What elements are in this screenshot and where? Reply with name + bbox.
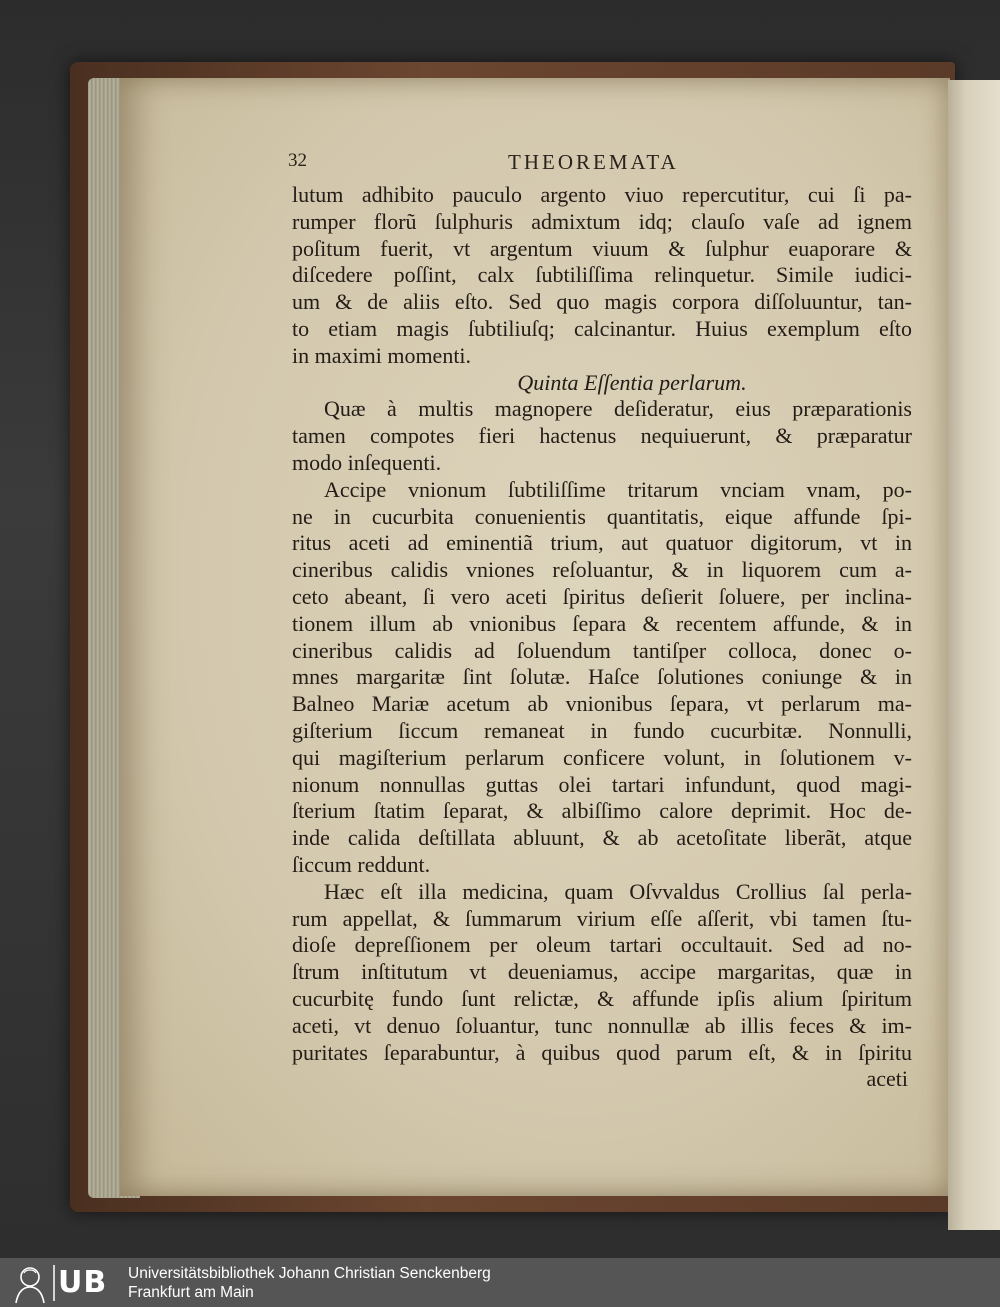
text-line: mnes margaritæ ſint ſolutæ. Haſce ſolutiones coniunge & in	[292, 664, 912, 690]
library-name	[128, 1264, 491, 1302]
library-logo[interactable]	[4, 1261, 122, 1305]
text-line: cineribus calidis vniones reſoluantur, & in liquorem cum a-	[292, 557, 912, 583]
text-line: tamen compotes fieri hactenus nequiuerunt, & præparatur	[292, 423, 912, 449]
text-line: modo inſequenti.	[292, 449, 442, 475]
text-line: rum appellat, & ſummarum virium eſſe aſſerit, vbi tamen ſtu-	[292, 905, 912, 931]
text-line: dioſe depreſſionem per oleum tartari occultauit. Sed ad no-	[292, 932, 912, 958]
text-line: ſterium ſtatim ſeparat, & albiſſimo calore deprimit. Hoc de-	[292, 798, 912, 824]
text-line: Accipe vnionum ſubtiliſſime tritarum vnciam vnam, po-	[324, 476, 912, 502]
text-line: puritates ſeparabuntur, à quibus quod parum eſt, & in ſpiritu	[292, 1039, 912, 1065]
catchword: aceti	[866, 1066, 908, 1092]
library-name-line2: Frankfurt am Main	[128, 1283, 254, 1301]
text-line: giſterium ſiccum remaneat in fundo cucurbitæ. Nonnulli,	[292, 717, 912, 743]
text-line: um & de aliis eſto. Sed quo magis corpora diſſoluuntur, tan-	[292, 289, 912, 315]
logo-text: UB	[58, 1265, 108, 1300]
library-name-line1: Universitätsbibliothek Johann Christian Senckenberg	[128, 1264, 491, 1282]
text-line: aceti, vt denuo ſoluantur, tunc nonnullæ ab illis feces & im-	[292, 1012, 912, 1038]
page-number: 32	[288, 150, 307, 171]
text-line: Balneo Mariæ acetum ab vnionibus ſepara, vt perlarum ma-	[292, 691, 912, 717]
text-line: diſcedere poſſint, calx ſubtiliſſima relinquetur. Simile iudici-	[292, 262, 912, 288]
text-line: ſtrum inſtitutum vt deueniamus, accipe margaritas, quæ in	[292, 959, 912, 985]
library-footer	[0, 1258, 1000, 1307]
running-title: THEOREMATA	[508, 150, 679, 174]
text-line: inde calida deſtillata abluunt, & ab acetoſitate liberãt, atque	[292, 825, 912, 851]
text-line: Quæ à multis magnopere deſideratur, eius præparationis	[324, 396, 912, 422]
section-heading: Quinta Eſſentia perlarum.	[517, 369, 747, 395]
text-line: cineribus calidis ad ſoluendum tantiſper colloca, donec o-	[292, 637, 912, 663]
text-line: ceto abeant, ſi vero aceti ſpiritus deſierit ſoluere, per inclina-	[292, 583, 912, 609]
text-line: qui magiſterium perlarum conficere volunt, in ſolutionem v-	[292, 744, 912, 770]
text-line: in maximi momenti.	[292, 342, 472, 368]
running-head	[288, 150, 938, 180]
text-line: ne in cucurbita conuenientis quantitatis, eique affunde ſpi-	[292, 503, 912, 529]
text-line: ſiccum reddunt.	[292, 851, 431, 877]
text-line: ritus aceti ad eminentiã trium, aut quatuor digitorum, vt in	[292, 530, 912, 556]
text-line: nionum nonnullas guttas olei tartari infundunt, quod magi-	[292, 771, 912, 797]
facing-page-edge	[948, 80, 1000, 1230]
body-text	[292, 182, 912, 1093]
text-line: tionem illum ab vnionibus ſepara & recentem affunde, & in	[292, 610, 912, 636]
text-line: cucurbitę fundo ſunt relictæ, & affunde ipſis alium ſpiritum	[292, 985, 912, 1011]
text-line: Hæc eſt illa medicina, quam Oſvvaldus Crollius ſal perla-	[324, 878, 912, 904]
text-line: lutum adhibito pauculo argento viuo repercutitur, cui ſi pa-	[292, 182, 912, 207]
portrait-logo-icon	[4, 1261, 56, 1305]
text-line: to etiam magis ſubtiliuſq; calcinantur. Huius exemplum eſto	[292, 315, 912, 341]
text-line: poſitum fuerit, vt argentum viuum & ſulphur euaporare &	[292, 235, 912, 261]
text-line: rumper florũ ſulphuris admixtum idq; clauſo vaſe ad ignem	[292, 208, 912, 234]
